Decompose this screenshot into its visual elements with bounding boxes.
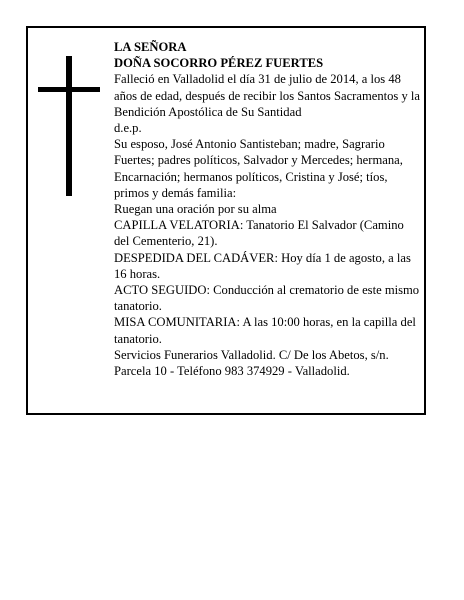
obituary-notice (26, 26, 426, 415)
cross-icon (38, 56, 100, 196)
cremation-details: ACTO SEGUIDO: Conducción al crematorio de este mismo tanatorio. (114, 283, 420, 314)
rip-abbreviation: d.e.p. (114, 121, 142, 136)
funeral-services-contact: Servicios Funerarios Valladolid. C/ De los Abetos, s/n. Parcela 10 - Teléfono 983 374929 - Valladolid. (114, 347, 389, 379)
mass-details: MISA COMUNITARIA: A las 10:00 horas, en la capilla del tanatorio. (114, 315, 416, 346)
cross-vertical-bar (66, 56, 72, 196)
family-members: Su esposo, José Antonio Santisteban; madre, Sagrario Fuertes; padres políticos, Salvador y Mercedes; hermana, Encarnación; hermanos políticos, Cristina y José; tíos, primos y demás familia: (114, 137, 403, 200)
death-announcement: Falleció en Valladolid el día 31 de julio de 2014, a los 48 años de edad, después de recibir los Santos Sacramentos y la Bendición Apostólica de Su Santidad (114, 72, 421, 119)
deceased-title: LA SEÑORA (114, 40, 187, 54)
cross-horizontal-bar (38, 87, 100, 92)
deceased-name: DOÑA SOCORRO PÉREZ FUERTES (114, 56, 324, 71)
chapel-details: CAPILLA VELATORIA: Tanatorio El Salvador (Camino del Cementerio, 21). (114, 218, 404, 249)
farewell-details: DESPEDIDA DEL CADÁVER: Hoy día 1 de agosto, a las 16 horas. (114, 250, 411, 281)
notice-text (114, 39, 422, 379)
prayer-request: Ruegan una oración por su alma (114, 202, 277, 217)
